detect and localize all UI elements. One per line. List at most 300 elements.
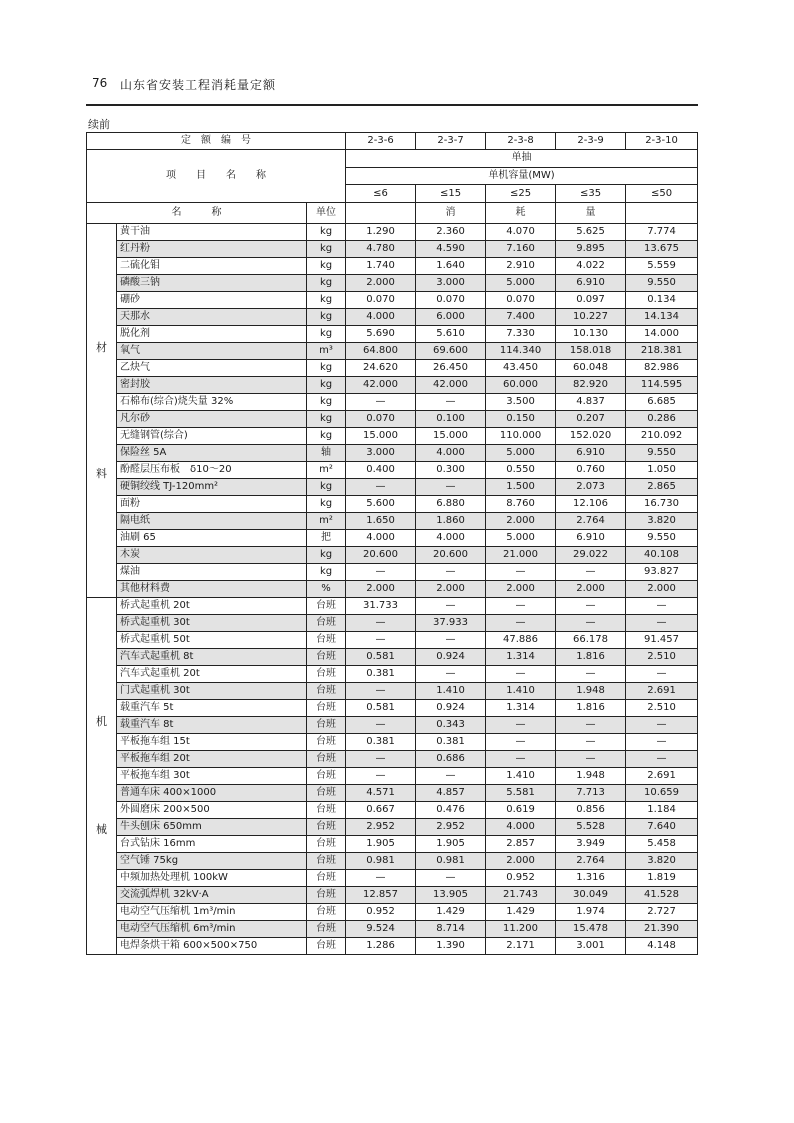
category-cell bbox=[87, 224, 117, 598]
item-value: 1.314 bbox=[486, 700, 556, 717]
item-unit: 台班 bbox=[307, 921, 346, 938]
item-name: 中频加热处理机 100kW bbox=[117, 870, 307, 887]
item-value: 1.816 bbox=[556, 649, 626, 666]
item-value: 93.827 bbox=[626, 564, 698, 581]
item-value: 5.690 bbox=[346, 326, 416, 343]
item-value: 5.600 bbox=[346, 496, 416, 513]
item-value: 1.316 bbox=[556, 870, 626, 887]
capacity-value: ≤50 bbox=[626, 185, 698, 203]
item-value: 41.528 bbox=[626, 887, 698, 904]
table-row bbox=[87, 411, 698, 428]
item-value: 0.400 bbox=[346, 462, 416, 479]
item-value: — bbox=[416, 394, 486, 411]
item-value: 7.713 bbox=[556, 785, 626, 802]
category-char: 械 bbox=[96, 823, 107, 836]
item-value: 14.000 bbox=[626, 326, 698, 343]
item-value: 4.837 bbox=[556, 394, 626, 411]
item-value: 10.227 bbox=[556, 309, 626, 326]
item-value: — bbox=[626, 598, 698, 615]
item-name: 电动空气压缩机 6m³/min bbox=[117, 921, 307, 938]
table-row bbox=[87, 666, 698, 683]
table-row bbox=[87, 836, 698, 853]
item-value: 15.000 bbox=[416, 428, 486, 445]
item-value: 0.667 bbox=[346, 802, 416, 819]
consumption-header-blank bbox=[626, 203, 698, 224]
item-value: 2.764 bbox=[556, 853, 626, 870]
item-value: 42.000 bbox=[346, 377, 416, 394]
item-unit: kg bbox=[307, 496, 346, 513]
item-unit: 台班 bbox=[307, 700, 346, 717]
item-value: 4.000 bbox=[486, 819, 556, 836]
item-unit: kg bbox=[307, 547, 346, 564]
table-row bbox=[87, 496, 698, 513]
table-row bbox=[87, 819, 698, 836]
item-value: 9.524 bbox=[346, 921, 416, 938]
item-name: 密封胶 bbox=[117, 377, 307, 394]
item-value: — bbox=[346, 683, 416, 700]
item-name: 天那水 bbox=[117, 309, 307, 326]
table-row bbox=[87, 428, 698, 445]
item-name: 黄干油 bbox=[117, 224, 307, 241]
item-value: — bbox=[486, 615, 556, 632]
item-value: — bbox=[486, 564, 556, 581]
item-value: 4.590 bbox=[416, 241, 486, 258]
item-value: — bbox=[346, 615, 416, 632]
table-row bbox=[87, 904, 698, 921]
item-value: 6.880 bbox=[416, 496, 486, 513]
item-value: 6.910 bbox=[556, 445, 626, 462]
page-header bbox=[86, 74, 698, 106]
item-unit: 台班 bbox=[307, 649, 346, 666]
item-unit: 台班 bbox=[307, 598, 346, 615]
unit-header: 单位 bbox=[307, 203, 346, 224]
item-value: 4.571 bbox=[346, 785, 416, 802]
item-value: 152.020 bbox=[556, 428, 626, 445]
item-value: 82.920 bbox=[556, 377, 626, 394]
item-value: 1.429 bbox=[416, 904, 486, 921]
item-unit: kg bbox=[307, 394, 346, 411]
item-unit: m² bbox=[307, 462, 346, 479]
item-value: 42.000 bbox=[416, 377, 486, 394]
item-value: 2.000 bbox=[346, 275, 416, 292]
item-value: 0.952 bbox=[346, 904, 416, 921]
item-value: — bbox=[346, 870, 416, 887]
table-row bbox=[87, 258, 698, 275]
consumption-header-char: 消 bbox=[416, 203, 486, 224]
table-row bbox=[87, 275, 698, 292]
item-value: — bbox=[346, 751, 416, 768]
item-value: 9.550 bbox=[626, 275, 698, 292]
item-value: 2.000 bbox=[486, 581, 556, 598]
item-value: 210.092 bbox=[626, 428, 698, 445]
item-name: 磷酸三钠 bbox=[117, 275, 307, 292]
item-name: 平板拖车组 15t bbox=[117, 734, 307, 751]
item-unit: kg bbox=[307, 411, 346, 428]
item-value: 5.625 bbox=[556, 224, 626, 241]
item-value: 1.500 bbox=[486, 479, 556, 496]
item-value: 15.000 bbox=[346, 428, 416, 445]
item-value: — bbox=[486, 598, 556, 615]
type-label: 单抽 bbox=[346, 150, 698, 168]
item-name: 汽车式起重机 8t bbox=[117, 649, 307, 666]
item-value: 1.286 bbox=[346, 938, 416, 955]
table-row bbox=[87, 513, 698, 530]
item-value: 0.760 bbox=[556, 462, 626, 479]
item-unit: 台班 bbox=[307, 768, 346, 785]
item-value: — bbox=[486, 751, 556, 768]
name-header: 名 称 bbox=[87, 203, 307, 224]
table-row bbox=[87, 938, 698, 955]
table-row bbox=[87, 377, 698, 394]
item-value: 3.001 bbox=[556, 938, 626, 955]
item-value: — bbox=[486, 734, 556, 751]
item-name: 隔电纸 bbox=[117, 513, 307, 530]
item-unit: m² bbox=[307, 513, 346, 530]
item-value: 8.714 bbox=[416, 921, 486, 938]
table-row bbox=[87, 615, 698, 632]
item-value: 2.000 bbox=[486, 853, 556, 870]
item-name: 酚醛层压布板 δ10～20 bbox=[117, 462, 307, 479]
item-unit: 台班 bbox=[307, 785, 346, 802]
table-row bbox=[87, 632, 698, 649]
item-value: 1.650 bbox=[346, 513, 416, 530]
item-value: 15.478 bbox=[556, 921, 626, 938]
item-unit: % bbox=[307, 581, 346, 598]
item-name: 交流弧焊机 32kV·A bbox=[117, 887, 307, 904]
table-row bbox=[87, 870, 698, 887]
item-value: 0.550 bbox=[486, 462, 556, 479]
item-value: — bbox=[346, 717, 416, 734]
item-value: — bbox=[346, 479, 416, 496]
item-value: 6.685 bbox=[626, 394, 698, 411]
consumption-header-blank bbox=[346, 203, 416, 224]
item-value: — bbox=[626, 751, 698, 768]
item-unit: m³ bbox=[307, 343, 346, 360]
capacity-value: ≤6 bbox=[346, 185, 416, 203]
item-unit: 台班 bbox=[307, 870, 346, 887]
item-value: 4.000 bbox=[346, 530, 416, 547]
item-name: 石棉布(综合)烧失量 32% bbox=[117, 394, 307, 411]
item-value: 7.774 bbox=[626, 224, 698, 241]
item-unit: kg bbox=[307, 241, 346, 258]
item-value: — bbox=[346, 394, 416, 411]
item-value: 0.381 bbox=[346, 666, 416, 683]
item-value: 2.073 bbox=[556, 479, 626, 496]
category-char: 材 bbox=[96, 340, 107, 354]
item-value: 64.800 bbox=[346, 343, 416, 360]
table-row bbox=[87, 394, 698, 411]
item-value: 4.070 bbox=[486, 224, 556, 241]
item-value: 60.000 bbox=[486, 377, 556, 394]
item-value: 12.106 bbox=[556, 496, 626, 513]
item-value: 0.381 bbox=[416, 734, 486, 751]
item-value: 20.600 bbox=[346, 547, 416, 564]
item-value: 9.550 bbox=[626, 530, 698, 547]
quota-no-label: 定 额 编 号 bbox=[87, 133, 346, 150]
item-name: 外圆磨床 200×500 bbox=[117, 802, 307, 819]
item-value: 2.857 bbox=[486, 836, 556, 853]
item-value: 16.730 bbox=[626, 496, 698, 513]
item-value: — bbox=[556, 666, 626, 683]
item-value: 1.410 bbox=[416, 683, 486, 700]
table-row bbox=[87, 564, 698, 581]
item-value: — bbox=[346, 564, 416, 581]
capacity-value: ≤35 bbox=[556, 185, 626, 203]
item-value: 1.050 bbox=[626, 462, 698, 479]
item-unit: 台班 bbox=[307, 819, 346, 836]
item-value: 5.000 bbox=[486, 530, 556, 547]
table-row bbox=[87, 598, 698, 615]
table-row bbox=[87, 802, 698, 819]
item-value: 1.905 bbox=[416, 836, 486, 853]
capacity-label: 单机容量(MW) bbox=[346, 167, 698, 185]
item-value: 21.390 bbox=[626, 921, 698, 938]
item-value: 0.070 bbox=[346, 411, 416, 428]
item-value: 2.000 bbox=[346, 581, 416, 598]
item-name: 木炭 bbox=[117, 547, 307, 564]
item-unit: kg bbox=[307, 326, 346, 343]
item-value: 69.600 bbox=[416, 343, 486, 360]
item-value: 5.000 bbox=[486, 445, 556, 462]
item-value: — bbox=[416, 598, 486, 615]
item-value: 21.743 bbox=[486, 887, 556, 904]
item-value: 0.070 bbox=[486, 292, 556, 309]
item-unit: 台班 bbox=[307, 666, 346, 683]
item-value: 30.049 bbox=[556, 887, 626, 904]
item-name: 其他材料费 bbox=[117, 581, 307, 598]
item-name: 桥式起重机 30t bbox=[117, 615, 307, 632]
item-name: 乙炔气 bbox=[117, 360, 307, 377]
item-value: 0.924 bbox=[416, 649, 486, 666]
item-value: 0.924 bbox=[416, 700, 486, 717]
item-value: — bbox=[416, 870, 486, 887]
table-row bbox=[87, 734, 698, 751]
item-name-label: 项 目 名 称 bbox=[87, 150, 346, 203]
table-row bbox=[87, 462, 698, 479]
item-value: 14.134 bbox=[626, 309, 698, 326]
quota-number: 2-3-6 bbox=[346, 133, 416, 150]
item-value: 2.171 bbox=[486, 938, 556, 955]
item-value: 0.150 bbox=[486, 411, 556, 428]
table-row bbox=[87, 887, 698, 904]
item-value: 1.860 bbox=[416, 513, 486, 530]
item-value: 1.314 bbox=[486, 649, 556, 666]
item-value: 4.022 bbox=[556, 258, 626, 275]
item-unit: kg bbox=[307, 292, 346, 309]
item-value: 1.974 bbox=[556, 904, 626, 921]
table-body bbox=[87, 133, 698, 955]
item-value: 2.000 bbox=[626, 581, 698, 598]
item-value: 110.000 bbox=[486, 428, 556, 445]
item-unit: 台班 bbox=[307, 717, 346, 734]
item-unit: 轴 bbox=[307, 445, 346, 462]
item-value: 1.290 bbox=[346, 224, 416, 241]
item-value: 2.727 bbox=[626, 904, 698, 921]
item-value: — bbox=[486, 666, 556, 683]
item-name: 桥式起重机 50t bbox=[117, 632, 307, 649]
item-value: 0.581 bbox=[346, 649, 416, 666]
item-value: 114.340 bbox=[486, 343, 556, 360]
item-value: 2.764 bbox=[556, 513, 626, 530]
item-value: — bbox=[556, 717, 626, 734]
item-unit: 台班 bbox=[307, 887, 346, 904]
quota-table bbox=[86, 132, 698, 955]
continued-label: 续前 bbox=[88, 118, 110, 131]
item-value: 13.905 bbox=[416, 887, 486, 904]
item-value: 0.100 bbox=[416, 411, 486, 428]
item-value: 0.981 bbox=[416, 853, 486, 870]
item-value: 13.675 bbox=[626, 241, 698, 258]
item-unit: kg bbox=[307, 360, 346, 377]
item-name: 红丹粉 bbox=[117, 241, 307, 258]
item-unit: 台班 bbox=[307, 751, 346, 768]
item-value: 2.510 bbox=[626, 649, 698, 666]
quota-number: 2-3-8 bbox=[486, 133, 556, 150]
item-value: 0.619 bbox=[486, 802, 556, 819]
quota-number-row bbox=[87, 133, 698, 150]
item-value: 1.390 bbox=[416, 938, 486, 955]
item-value: 2.691 bbox=[626, 683, 698, 700]
item-name: 电焊条烘干箱 600×500×750 bbox=[117, 938, 307, 955]
item-value: 1.740 bbox=[346, 258, 416, 275]
item-value: 1.429 bbox=[486, 904, 556, 921]
table-row bbox=[87, 326, 698, 343]
item-value: 5.458 bbox=[626, 836, 698, 853]
item-unit: kg bbox=[307, 309, 346, 326]
item-value: — bbox=[626, 615, 698, 632]
item-value: — bbox=[556, 564, 626, 581]
item-unit: 台班 bbox=[307, 615, 346, 632]
capacity-value: ≤15 bbox=[416, 185, 486, 203]
category-cell bbox=[87, 598, 117, 955]
item-value: 5.000 bbox=[486, 275, 556, 292]
item-value: — bbox=[416, 479, 486, 496]
consumption-header-char: 量 bbox=[556, 203, 626, 224]
item-unit: 台班 bbox=[307, 734, 346, 751]
item-value: 26.450 bbox=[416, 360, 486, 377]
column-header-row bbox=[87, 203, 698, 224]
item-value: 6.000 bbox=[416, 309, 486, 326]
item-value: 5.528 bbox=[556, 819, 626, 836]
item-name: 油刷 65 bbox=[117, 530, 307, 547]
item-value: 0.286 bbox=[626, 411, 698, 428]
item-value: — bbox=[416, 768, 486, 785]
quota-number: 2-3-10 bbox=[626, 133, 698, 150]
table-row bbox=[87, 241, 698, 258]
item-value: 1.948 bbox=[556, 683, 626, 700]
consumption-header-char: 耗 bbox=[486, 203, 556, 224]
item-name: 平板拖车组 30t bbox=[117, 768, 307, 785]
table-row bbox=[87, 530, 698, 547]
item-value: 43.450 bbox=[486, 360, 556, 377]
item-value: 1.816 bbox=[556, 700, 626, 717]
item-value: 0.207 bbox=[556, 411, 626, 428]
item-value: 1.819 bbox=[626, 870, 698, 887]
item-value: 114.595 bbox=[626, 377, 698, 394]
table-row bbox=[87, 292, 698, 309]
item-value: 0.381 bbox=[346, 734, 416, 751]
item-value: 20.600 bbox=[416, 547, 486, 564]
item-unit: 台班 bbox=[307, 938, 346, 955]
item-value: 2.910 bbox=[486, 258, 556, 275]
item-value: 0.300 bbox=[416, 462, 486, 479]
table-row bbox=[87, 309, 698, 326]
item-value: 2.000 bbox=[416, 581, 486, 598]
item-value: — bbox=[556, 751, 626, 768]
item-value: — bbox=[346, 632, 416, 649]
item-unit: kg bbox=[307, 224, 346, 241]
item-name: 牛头刨床 650mm bbox=[117, 819, 307, 836]
item-name: 脱化剂 bbox=[117, 326, 307, 343]
item-unit: kg bbox=[307, 428, 346, 445]
quota-number: 2-3-7 bbox=[416, 133, 486, 150]
item-value: 9.895 bbox=[556, 241, 626, 258]
item-unit: 台班 bbox=[307, 904, 346, 921]
item-value: 0.097 bbox=[556, 292, 626, 309]
table-row bbox=[87, 751, 698, 768]
type-row bbox=[87, 150, 698, 168]
item-value: — bbox=[626, 717, 698, 734]
item-unit: 台班 bbox=[307, 836, 346, 853]
item-name: 电动空气压缩机 1m³/min bbox=[117, 904, 307, 921]
item-value: 0.981 bbox=[346, 853, 416, 870]
item-value: 3.000 bbox=[416, 275, 486, 292]
table-row bbox=[87, 785, 698, 802]
item-unit: 把 bbox=[307, 530, 346, 547]
quota-number: 2-3-9 bbox=[556, 133, 626, 150]
item-unit: 台班 bbox=[307, 632, 346, 649]
table-row bbox=[87, 547, 698, 564]
item-value: 21.000 bbox=[486, 547, 556, 564]
item-unit: kg bbox=[307, 258, 346, 275]
item-value: 4.000 bbox=[416, 530, 486, 547]
item-value: 2.952 bbox=[416, 819, 486, 836]
item-value: 11.200 bbox=[486, 921, 556, 938]
item-name: 载重汽车 8t bbox=[117, 717, 307, 734]
item-value: 4.148 bbox=[626, 938, 698, 955]
item-value: 3.000 bbox=[346, 445, 416, 462]
item-value: 0.070 bbox=[416, 292, 486, 309]
item-name: 氧气 bbox=[117, 343, 307, 360]
item-value: 82.986 bbox=[626, 360, 698, 377]
table-row bbox=[87, 921, 698, 938]
item-value: 3.820 bbox=[626, 513, 698, 530]
table-row bbox=[87, 360, 698, 377]
item-value: 7.330 bbox=[486, 326, 556, 343]
item-name: 门式起重机 30t bbox=[117, 683, 307, 700]
table-row bbox=[87, 224, 698, 241]
book-title: 山东省安装工程消耗量定额 bbox=[120, 78, 277, 92]
item-value: 2.865 bbox=[626, 479, 698, 496]
item-value: — bbox=[416, 666, 486, 683]
item-name: 普通车床 400×1000 bbox=[117, 785, 307, 802]
category-char: 料 bbox=[96, 466, 107, 480]
table-row bbox=[87, 683, 698, 700]
item-value: 37.933 bbox=[416, 615, 486, 632]
item-name: 平板拖车组 20t bbox=[117, 751, 307, 768]
item-value: 0.134 bbox=[626, 292, 698, 309]
item-value: 2.360 bbox=[416, 224, 486, 241]
item-value: — bbox=[626, 734, 698, 751]
table-row bbox=[87, 479, 698, 496]
item-value: — bbox=[416, 632, 486, 649]
item-value: 10.130 bbox=[556, 326, 626, 343]
item-value: — bbox=[416, 564, 486, 581]
item-name: 载重汽车 5t bbox=[117, 700, 307, 717]
item-unit: kg bbox=[307, 275, 346, 292]
item-value: 0.581 bbox=[346, 700, 416, 717]
item-value: 3.820 bbox=[626, 853, 698, 870]
